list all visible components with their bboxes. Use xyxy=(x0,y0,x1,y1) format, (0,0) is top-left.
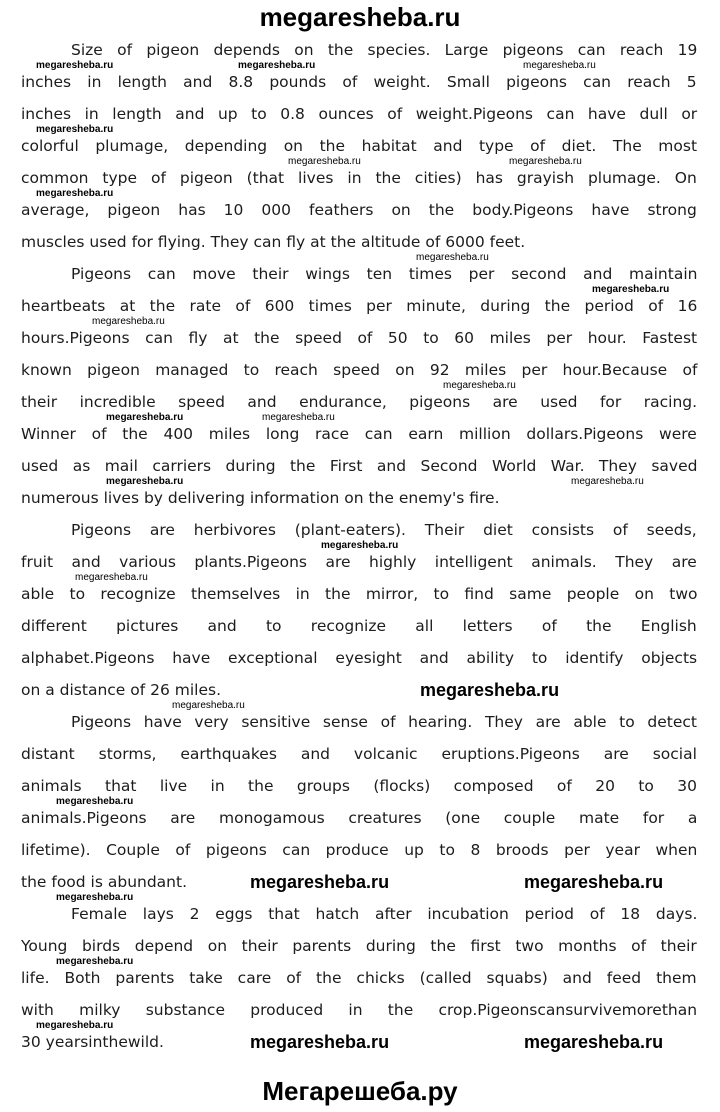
watermark: megaresheba.ru xyxy=(592,284,670,295)
text-line: life. Both parents take care of the chicks (called squabs) and feed them xyxy=(21,969,697,987)
watermark: megaresheba.ru xyxy=(75,572,148,583)
text-line: muscles used for flying. They can fly at the altitude of 6000 feet. xyxy=(21,233,526,251)
header-watermark: megaresheba.ru xyxy=(259,2,461,32)
text-line: Winner of the 400 miles long race can earn million dollars.Pigeons were xyxy=(21,425,697,443)
text-line: 30 yearsinthewild. xyxy=(21,1033,164,1051)
watermark: megaresheba.ru xyxy=(262,412,335,423)
text-line: known pigeon managed to reach speed on 92 miles per hour.Because of xyxy=(21,361,698,379)
watermark: megaresheba.ru xyxy=(106,476,184,487)
text-line: animals.Pigeons are monogamous creatures (one couple mate for a xyxy=(21,809,698,827)
text-line: different pictures and to recognize all letters of the English xyxy=(21,617,697,635)
text-line: numerous lives by delivering information on the enemy's fire. xyxy=(21,489,500,507)
text-line: Size of pigeon depends on the species. Large pigeons can reach 19 xyxy=(71,41,698,59)
watermark: megaresheba.ru xyxy=(416,252,489,263)
text-line: heartbeats at the rate of 600 times per minute, during the period of 16 xyxy=(21,297,698,315)
watermark: megaresheba.ru xyxy=(571,476,644,487)
text-line: Pigeons can move their wings ten times per second and maintain xyxy=(71,265,698,283)
watermark: megaresheba.ru xyxy=(420,680,560,700)
text-line: Female lays 2 eggs that hatch after incubation period of 18 days. xyxy=(71,905,698,923)
text-line: animals that live in the groups (flocks) composed of 20 to 30 xyxy=(21,777,697,795)
text-line: the food is abundant. xyxy=(21,873,188,891)
text-line: Pigeons are herbivores (plant-eaters). Their diet consists of seeds, xyxy=(71,521,697,539)
watermark: megaresheba.ru xyxy=(56,892,134,903)
watermark: megaresheba.ru xyxy=(288,156,361,167)
watermark: megaresheba.ru xyxy=(92,316,165,327)
text-line: fruit and various plants.Pigeons are highly intelligent animals. They are xyxy=(21,553,697,571)
text-line: hours.Pigeons can fly at the speed of 50 to 60 miles per hour. Fastest xyxy=(21,329,698,347)
watermark: megaresheba.ru xyxy=(36,60,114,71)
text-line: able to recognize themselves in the mirror, to find same people on two xyxy=(21,585,698,603)
watermark: megaresheba.ru xyxy=(238,60,316,71)
text-line: lifetime). Couple of pigeons can produce up to 8 broods per year when xyxy=(21,841,698,859)
watermark: megaresheba.ru xyxy=(250,872,390,892)
text-line: used as mail carriers during the First and Second World War. They saved xyxy=(21,457,698,475)
watermark: megaresheba.ru xyxy=(36,124,114,135)
watermark: megaresheba.ru xyxy=(509,156,582,167)
text-line: inches in length and 8.8 pounds of weight. Small pigeons can reach 5 xyxy=(21,73,697,91)
text-line: with milky substance produced in the crop.Pigeonscansurvivemorethan xyxy=(21,1001,698,1019)
watermark: megaresheba.ru xyxy=(36,1020,114,1031)
text-line: distant storms, earthquakes and volcanic eruptions.Pigeons are social xyxy=(21,745,697,763)
watermark: megaresheba.ru xyxy=(250,1032,390,1052)
text-line: common type of pigeon (that lives in the cities) has grayish plumage. On xyxy=(21,169,697,187)
watermark: megaresheba.ru xyxy=(443,380,516,391)
watermark: megaresheba.ru xyxy=(321,540,399,551)
watermark: megaresheba.ru xyxy=(106,412,184,423)
text-line: on a distance of 26 miles. xyxy=(21,681,222,699)
watermark: megaresheba.ru xyxy=(524,1032,664,1052)
watermark: megaresheba.ru xyxy=(524,872,664,892)
watermark: megaresheba.ru xyxy=(523,60,596,71)
text-line: their incredible speed and endurance, pigeons are used for racing. xyxy=(21,393,698,411)
text-line: inches in length and up to 0.8 ounces of weight.Pigeons can have dull or xyxy=(21,105,698,123)
text-line: colorful plumage, depending on the habitat and type of diet. The most xyxy=(21,137,698,155)
text-line: alphabet.Pigeons have exceptional eyesight and ability to identify objects xyxy=(21,649,698,667)
footer-watermark: Мегарешеба.ру xyxy=(262,1076,458,1106)
watermark: megaresheba.ru xyxy=(56,796,134,807)
text-line: Young birds depend on their parents during the first two months of their xyxy=(21,937,697,955)
text-line: Pigeons have very sensitive sense of hearing. They are able to detect xyxy=(71,713,697,731)
text-line: average, pigeon has 10 000 feathers on the body.Pigeons have strong xyxy=(21,201,697,219)
watermark: megaresheba.ru xyxy=(36,188,114,199)
watermark: megaresheba.ru xyxy=(172,700,245,711)
watermark: megaresheba.ru xyxy=(56,956,134,967)
